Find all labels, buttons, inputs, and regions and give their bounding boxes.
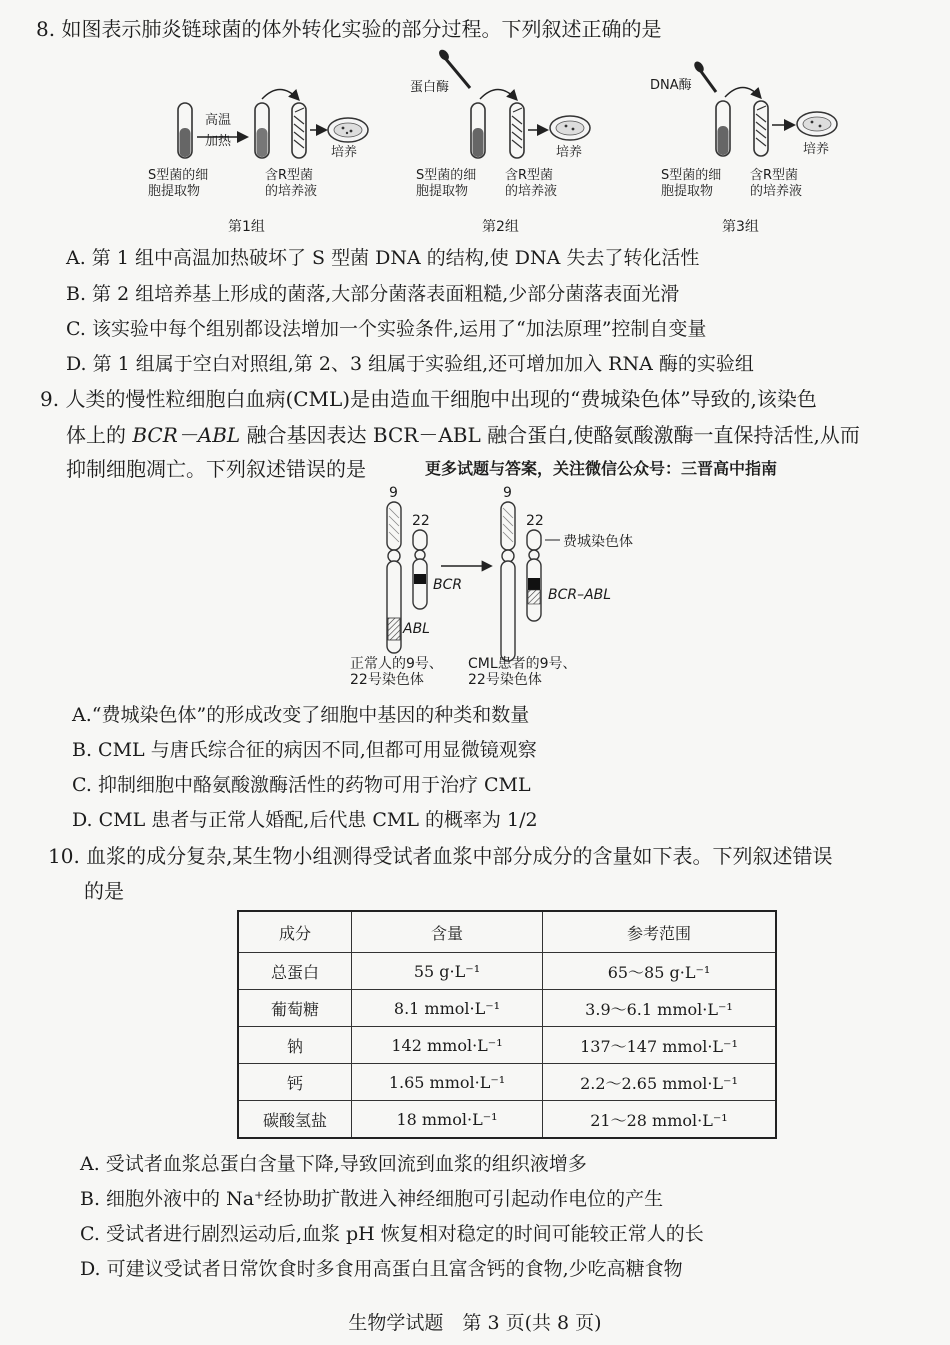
table-cell: 钠 — [238, 1027, 352, 1064]
enzyme-label-2: 蛋白酶 — [410, 80, 450, 95]
cml-caption: CML患者的9号、 22号染色体 — [468, 656, 577, 688]
chr22-label-cml: 22 — [526, 513, 544, 529]
q9-stem-line2: 体上的 BCR－ABL 融合基因表达 BCR－ABL 融合蛋白,使酪氨酸激酶一直保持活性,从而 — [66, 423, 860, 447]
philadelphia-chromosome-icon — [527, 530, 541, 621]
abl-label: ABL — [403, 621, 430, 637]
group1-label: 第1组 — [228, 219, 265, 235]
normal-chr22-icon — [413, 530, 427, 609]
table-cell: 137～147 mmol·L⁻¹ — [543, 1027, 777, 1064]
table-cell: 21～28 mmol·L⁻¹ — [543, 1101, 777, 1139]
q9-option-a: A.“费城染色体”的形成改变了细胞中基因的种类和数量 — [72, 704, 530, 726]
table-row — [238, 990, 776, 1027]
header-component: 成分 — [238, 911, 352, 953]
q9-option-b: B. CML 与唐氏综合征的病因不同,但都可用显微镜观察 — [72, 739, 537, 761]
table-row — [238, 1101, 776, 1139]
table-header-row — [238, 911, 776, 953]
q8-option-d: D. 第 1 组属于空白对照组,第 2、3 组属于实验组,还可增加加入 RNA 酶的实验组 — [66, 353, 754, 375]
enzyme-label-3: DNA酶 — [650, 78, 692, 93]
chr9-label-cml: 9 — [503, 485, 512, 501]
group3-label: 第3组 — [722, 219, 759, 235]
q10-option-c: C. 受试者进行剧烈运动后,血浆 pH 恢复相对稳定的时间可能较正常人的长 — [80, 1223, 704, 1245]
q10-option-a: A. 受试者血浆总蛋白含量下降,导致回流到血浆的组织液增多 — [80, 1153, 587, 1175]
q9-option-d: D. CML 患者与正常人婚配,后代患 CML 的概率为 1/2 — [72, 809, 538, 831]
bcr-abl-label: BCR–ABL — [548, 587, 612, 603]
r-medium-label-1: 含R型菌 的培养液 — [265, 168, 318, 199]
r-medium-label-2: 含R型菌 的培养液 — [505, 168, 558, 199]
q10-stem-line2: 的是 — [84, 879, 124, 903]
q8-option-c: C. 该实验中每个组别都设法增加一个实验条件,运用了“加法原理”控制自变量 — [66, 318, 707, 340]
table-cell: 142 mmol·L⁻¹ — [352, 1027, 543, 1064]
q9-stem-line1: 9. 人类的慢性粒细胞白血病(CML)是由造血干细胞中出现的“费城染色体”导致的,该染色 — [40, 387, 817, 411]
table-row — [238, 1064, 776, 1101]
table-cell: 55 g·L⁻¹ — [352, 953, 543, 990]
wechat-note: 更多试题与答案，关注微信公众号：三晋高中指南 — [425, 459, 778, 478]
q10-option-d: D. 可建议受试者日常饮食时多食用高蛋白且富含钙的食物,少吃高糖食物 — [80, 1258, 683, 1280]
table-cell: 3.9～6.1 mmol·L⁻¹ — [543, 990, 777, 1027]
q9-stem-line3: 抑制细胞凋亡。下列叙述错误的是 — [66, 457, 366, 481]
table-cell: 碳酸氢盐 — [238, 1101, 352, 1139]
heat-label-1: 高温 — [205, 113, 232, 128]
header-content: 含量 — [352, 911, 543, 953]
culture-label-3: 培养 — [803, 142, 830, 157]
table-cell: 8.1 mmol·L⁻¹ — [352, 990, 543, 1027]
table-cell: 18 mmol·L⁻¹ — [352, 1101, 543, 1139]
q8-option-a: A. 第 1 组中高温加热破坏了 S 型菌 DNA 的结构,使 DNA 失去了转化活性 — [66, 247, 700, 269]
q8-option-b: B. 第 2 组培养基上形成的菌落,大部分菌落表面粗糙,少部分菌落表面光滑 — [66, 283, 680, 305]
s-extract-label-3: S型菌的细 胞提取物 — [661, 168, 722, 199]
r-medium-label-3: 含R型菌 的培养液 — [750, 168, 803, 199]
chr22-label-normal: 22 — [412, 513, 430, 529]
culture-label-1: 培养 — [331, 145, 358, 160]
group2-label: 第2组 — [482, 219, 519, 235]
normal-caption: 正常人的9号、 22号染色体 — [350, 656, 443, 688]
s-extract-label-2: S型菌的细 胞提取物 — [416, 168, 477, 199]
table-cell: 2.2～2.65 mmol·L⁻¹ — [543, 1064, 777, 1101]
q8-stem: 8. 如图表示肺炎链球菌的体外转化实验的部分过程。下列叙述正确的是 — [36, 17, 662, 41]
cml-chr9-icon — [501, 502, 515, 661]
bcr-label: BCR — [433, 577, 463, 593]
table-row — [238, 1027, 776, 1064]
table-row — [238, 953, 776, 990]
heat-label-2: 加热 — [205, 134, 232, 149]
plasma-components-table — [237, 910, 777, 1139]
table-cell: 1.65 mmol·L⁻¹ — [352, 1064, 543, 1101]
q9-option-c: C. 抑制细胞中酪氨酸激酶活性的药物可用于治疗 CML — [72, 774, 531, 796]
chr9-label-normal: 9 — [389, 485, 398, 501]
table-cell: 葡萄糖 — [238, 990, 352, 1027]
q10-stem-line1: 10. 血浆的成分复杂,某生物小组测得受试者血浆中部分成分的含量如下表。下列叙述错误 — [48, 844, 833, 868]
q10-option-b: B. 细胞外液中的 Na⁺经协助扩散进入神经细胞可引起动作电位的产生 — [80, 1188, 664, 1210]
header-reference: 参考范围 — [543, 911, 777, 953]
page-footer: 生物学试题 第 3 页(共 8 页) — [348, 1312, 602, 1334]
s-extract-label-1: S型菌的细 胞提取物 — [148, 168, 209, 199]
normal-chr9-icon — [387, 502, 401, 653]
table-cell: 总蛋白 — [238, 953, 352, 990]
ph-chromosome-label: 费城染色体 — [563, 534, 633, 550]
culture-label-2: 培养 — [556, 145, 583, 160]
table-cell: 65～85 g·L⁻¹ — [543, 953, 777, 990]
table-cell: 钙 — [238, 1064, 352, 1101]
